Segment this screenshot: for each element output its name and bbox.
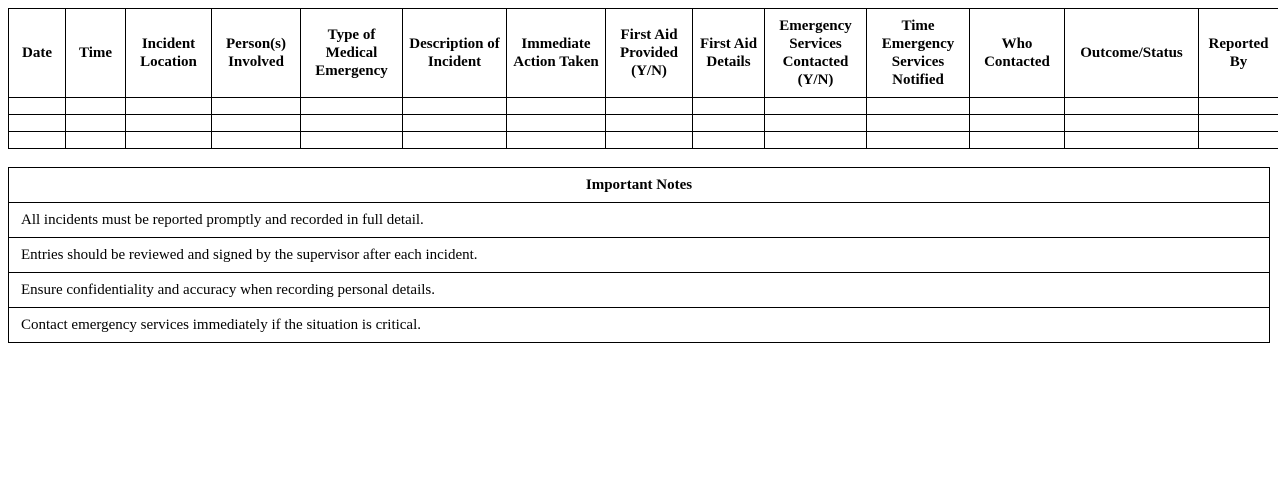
column-header-time-services-notified: Time Emergency Services Notified (867, 9, 970, 98)
table-cell[interactable] (301, 115, 403, 132)
notes-title: Important Notes (9, 168, 1270, 203)
table-cell[interactable] (507, 115, 606, 132)
table-cell[interactable] (9, 98, 66, 115)
table-cell[interactable] (301, 132, 403, 149)
table-cell[interactable] (606, 132, 693, 149)
table-cell[interactable] (126, 98, 212, 115)
note-row (9, 273, 1270, 308)
table-cell[interactable] (765, 98, 867, 115)
table-cell[interactable] (403, 115, 507, 132)
table-cell[interactable] (403, 132, 507, 149)
column-header-first-aid-details: First Aid Details (693, 9, 765, 98)
table-cell[interactable] (66, 115, 126, 132)
column-header-outcome-status: Outcome/Status (1065, 9, 1199, 98)
table-cell[interactable] (212, 115, 301, 132)
note-row (9, 308, 1270, 343)
column-header-emergency-services-contacted: Emergency Services Contacted (Y/N) (765, 9, 867, 98)
table-cell[interactable] (867, 98, 970, 115)
table-cell[interactable] (301, 98, 403, 115)
table-cell[interactable] (1065, 115, 1199, 132)
table-cell[interactable] (1065, 98, 1199, 115)
table-cell[interactable] (507, 132, 606, 149)
table-cell[interactable] (970, 115, 1065, 132)
table-cell[interactable] (606, 115, 693, 132)
table-cell[interactable] (970, 98, 1065, 115)
table-row (9, 132, 1278, 149)
column-header-persons-involved: Person(s) Involved (212, 9, 301, 98)
note-row (9, 238, 1270, 273)
note-item: All incidents must be reported promptly and recorded in full detail. (9, 203, 1270, 238)
table-cell[interactable] (765, 132, 867, 149)
table-cell[interactable] (66, 98, 126, 115)
table-cell[interactable] (1199, 115, 1278, 132)
column-header-incident-location: Incident Location (126, 9, 212, 98)
column-header-reported-by: Reported By (1199, 9, 1278, 98)
notes-header-row (9, 168, 1270, 203)
note-row (9, 203, 1270, 238)
column-header-first-aid-provided: First Aid Provided (Y/N) (606, 9, 693, 98)
table-cell[interactable] (9, 132, 66, 149)
column-header-description: Description of Incident (403, 9, 507, 98)
column-header-immediate-action: Immediate Action Taken (507, 9, 606, 98)
table-cell[interactable] (765, 115, 867, 132)
incident-log-table (8, 8, 1278, 149)
column-header-type-of-emergency: Type of Medical Emergency (301, 9, 403, 98)
table-cell[interactable] (212, 98, 301, 115)
table-row (9, 98, 1278, 115)
table-cell[interactable] (403, 98, 507, 115)
note-item: Contact emergency services immediately if the situation is critical. (9, 308, 1270, 343)
table-cell[interactable] (970, 132, 1065, 149)
column-header-date: Date (9, 9, 66, 98)
column-header-who-contacted: Who Contacted (970, 9, 1065, 98)
table-cell[interactable] (693, 98, 765, 115)
important-notes-table (8, 167, 1270, 343)
table-cell[interactable] (212, 132, 301, 149)
table-row (9, 115, 1278, 132)
table-cell[interactable] (126, 115, 212, 132)
table-cell[interactable] (9, 115, 66, 132)
note-item: Ensure confidentiality and accuracy when recording personal details. (9, 273, 1270, 308)
table-cell[interactable] (1065, 132, 1199, 149)
header-row (9, 9, 1278, 98)
table-cell[interactable] (507, 98, 606, 115)
table-cell[interactable] (1199, 98, 1278, 115)
table-cell[interactable] (867, 115, 970, 132)
table-cell[interactable] (66, 132, 126, 149)
table-cell[interactable] (606, 98, 693, 115)
table-cell[interactable] (1199, 132, 1278, 149)
table-cell[interactable] (693, 115, 765, 132)
table-cell[interactable] (693, 132, 765, 149)
note-item: Entries should be reviewed and signed by the supervisor after each incident. (9, 238, 1270, 273)
table-cell[interactable] (126, 132, 212, 149)
column-header-time: Time (66, 9, 126, 98)
table-cell[interactable] (867, 132, 970, 149)
